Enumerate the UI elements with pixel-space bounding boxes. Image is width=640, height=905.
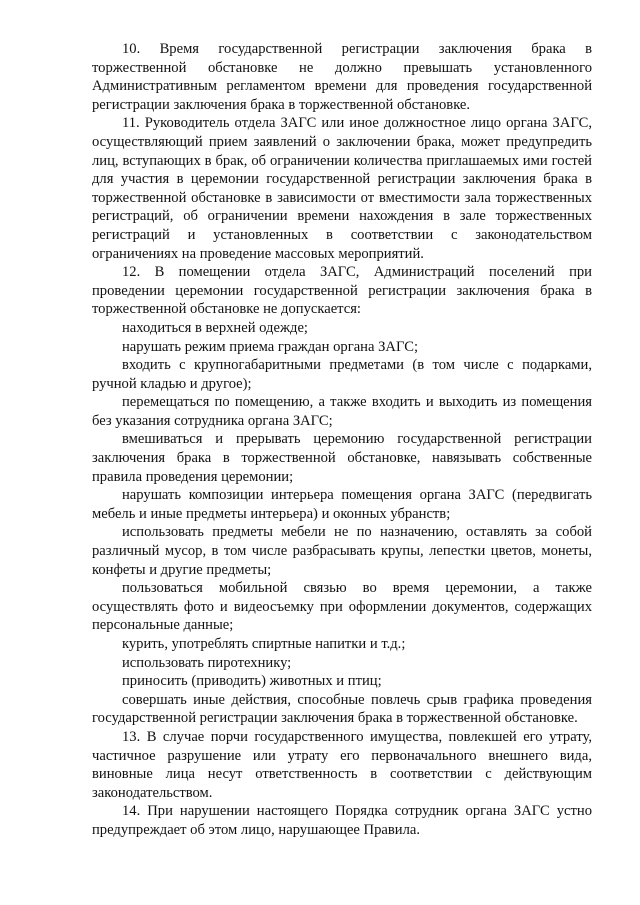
list-item: вмешиваться и прерывать церемонию государственной регистрации заключения брака в торжественной обстановке, навязывать собственные правила проведения церемонии; [92, 431, 592, 485]
paragraph-10: 10. Время государственной регистрации заключения брака в торжественной обстановке не должно превышать установленного Административным регламентом времени для проведения государственной регистрации заключения брака в торжественной обстановке. [92, 41, 592, 113]
paragraph-14: 14. При нарушении настоящего Порядка сотрудник органа ЗАГС устно предупреждает об этом лицо, нарушающее Правила. [92, 803, 592, 838]
list-item: приносить (приводить) животных и птиц; [122, 673, 382, 690]
list-item: использовать предметы мебели не по назначению, оставлять за собой различный мусор, в том числе разбрасывать крупы, лепестки цветов, монеты, конфеты и другие предметы; [92, 524, 592, 578]
list-item: совершать иные действия, способные повлечь срыв графика проведения государственной регистрации заключения брака в торжественной обстановке. [92, 691, 592, 727]
list-item: курить, употреблять спиртные напитки и т.д.; [122, 636, 406, 652]
list-item: использовать пиротехнику; [122, 654, 292, 671]
list-item: нарушать режим приема граждан органа ЗАГС; [122, 338, 418, 355]
list-item: перемещаться по помещению, а также входить и выходить из помещения без указания сотрудника органа ЗАГС; [92, 394, 592, 429]
paragraph-12: 12. В помещении отдела ЗАГС, Администраций поселений при проведении церемонии государственной регистрации заключения брака в торжественной обстановке не допускается: [92, 264, 592, 318]
list-item: нарушать композиции интерьера помещения органа ЗАГС (передвигать мебель и иные предметы интерьера) и оконных убранств; [92, 487, 592, 522]
list-item: пользоваться мобильной связью во время церемонии, а также осуществлять фото и видеосъемку при оформлении документов, содержащих персональные данные; [92, 580, 592, 634]
paragraph-13: 13. В случае порчи государственного имущества, повлекшей его утрату, частичное разрушение или утрату его первоначального внешнего вида, виновные лица несут ответственность в соответствии с действующим законодательством. [92, 728, 592, 801]
paragraph-11: 11. Руководитель отдела ЗАГС или иное должностное лицо органа ЗАГС, осуществляющий прием заявлений о заключении брака, может предупредить лиц, вступающих в брак, об ограничении количества приглашаемых ими гостей для участия в церемонии государственной регистрации заключения брака в торжественной обстановке в зависимости от вместимости зала торжественных регистраций, об ограничении времени нахождения в зале торжественных регистраций и установленных в соответствии с законодательством ограничениях на проведение массовых мероприятий. [92, 115, 592, 262]
list-item: входить с крупногабаритными предметами (в том числе с подарками, ручной кладью и другое); [92, 357, 592, 392]
document-page [92, 40, 592, 840]
list-item: находиться в верхней одежде; [122, 319, 308, 336]
